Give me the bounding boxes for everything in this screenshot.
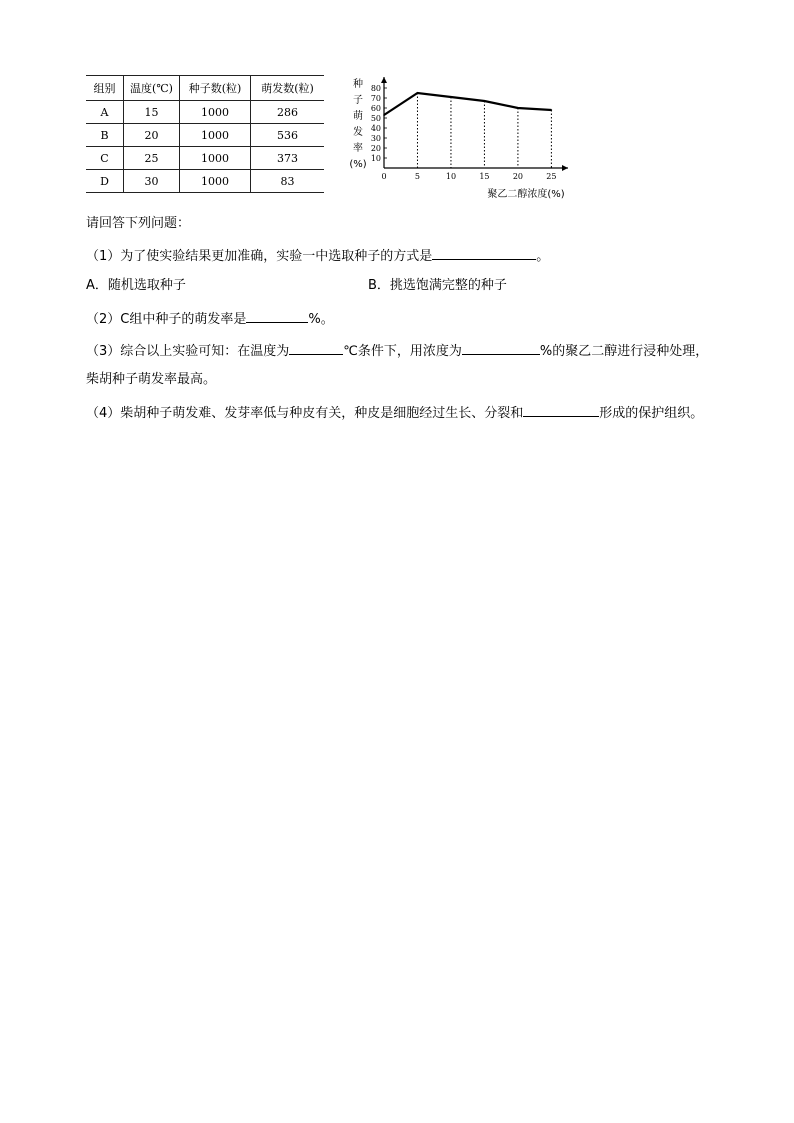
option-a: A．随机选取种子 — [86, 278, 186, 293]
table-cell: 20 — [124, 124, 180, 147]
x-tick-label: 25 — [546, 172, 557, 181]
question-1-text: （1）为了使实验结果更加准确，实验一中选取种子的方式是 — [86, 249, 433, 264]
table-cell: 1000 — [180, 124, 251, 147]
question-4-text: （4）柴胡种子萌发难、发芽率低与种皮有关，种皮是细胞经过生长、分裂和 — [86, 406, 524, 421]
table-cell: A — [86, 101, 124, 124]
table-row — [86, 124, 324, 147]
table-cell: 1000 — [180, 147, 251, 170]
question-3-line2: 柴胡种子萌发率最高。 — [86, 372, 217, 387]
y-tick-label: 30 — [370, 134, 381, 143]
x-tick-label: 5 — [414, 172, 421, 181]
y-axis-arrow-icon — [381, 77, 387, 83]
table-cell: 1000 — [180, 170, 251, 193]
data-point — [551, 109, 553, 111]
x-tick-label: 15 — [479, 172, 490, 181]
question-3-suffix: %的聚乙二醇进行浸种处理， — [539, 344, 709, 359]
table-cell: C — [86, 147, 124, 170]
question-2-suffix: %。 — [308, 312, 334, 327]
y-axis-label: 种子萌发率(%) — [349, 79, 367, 170]
y-tick-label: 10 — [370, 154, 381, 163]
data-point — [383, 114, 385, 116]
y-tick-label: 20 — [370, 144, 381, 153]
question-3-mid: ℃条件下，用浓度为 — [343, 344, 462, 359]
table-cell: 15 — [124, 101, 180, 124]
question-2-text: （2）C组中种子的萌发率是 — [86, 312, 247, 327]
question-4 — [86, 402, 703, 423]
data-point — [484, 100, 486, 102]
question-2 — [86, 308, 334, 329]
table-cell: 25 — [124, 147, 180, 170]
table-row — [86, 101, 324, 124]
table-header: 种子数(粒) — [180, 76, 251, 101]
answer-blank-4[interactable] — [523, 402, 599, 417]
question-3 — [86, 340, 708, 361]
question-4-suffix: 形成的保护组织。 — [599, 406, 704, 421]
answer-blank-1[interactable] — [432, 245, 536, 260]
x-axis-label: 聚乙二醇浓度(%) — [487, 189, 565, 200]
y-tick-label: 70 — [370, 94, 381, 103]
y-tick-label: 80 — [370, 84, 381, 93]
data-point — [450, 96, 452, 98]
x-tick-label: 0 — [381, 172, 387, 181]
x-tick-label: 20 — [512, 172, 524, 181]
data-point — [517, 107, 519, 109]
table-row — [86, 170, 324, 193]
series-line — [384, 93, 551, 115]
answer-blank-3a[interactable] — [289, 340, 343, 355]
x-tick-label: 10 — [445, 172, 457, 181]
figure-row — [86, 75, 586, 205]
data-table — [86, 75, 324, 193]
question-1 — [86, 245, 549, 266]
table-header: 萌发数(粒) — [251, 76, 325, 101]
table-header-row — [86, 76, 324, 101]
table-cell: D — [86, 170, 124, 193]
y-tick-label: 40 — [370, 124, 381, 133]
table-cell: 30 — [124, 170, 180, 193]
y-tick-label: 50 — [370, 114, 381, 123]
table-header: 温度(℃) — [124, 76, 180, 101]
table-header: 组别 — [86, 76, 124, 101]
answer-blank-3b[interactable] — [462, 340, 540, 355]
option-b: B．挑选饱满完整的种子 — [368, 278, 507, 293]
y-tick-label: 60 — [370, 104, 381, 113]
question-1-options — [86, 277, 586, 295]
data-point — [417, 92, 419, 94]
table-cell: 286 — [251, 101, 325, 124]
table-row — [86, 147, 324, 170]
table-cell: 373 — [251, 147, 325, 170]
table-cell: B — [86, 124, 124, 147]
x-axis-arrow-icon — [562, 165, 568, 171]
intro-text: 请回答下列问题： — [86, 216, 191, 231]
table-cell: 83 — [251, 170, 325, 193]
question-1-suffix: 。 — [536, 249, 550, 264]
table-cell: 536 — [251, 124, 325, 147]
germination-line-chart — [346, 75, 586, 205]
question-3-text: （3）综合以上实验可知：在温度为 — [86, 344, 290, 359]
table-cell: 1000 — [180, 101, 251, 124]
answer-blank-2[interactable] — [246, 308, 308, 323]
